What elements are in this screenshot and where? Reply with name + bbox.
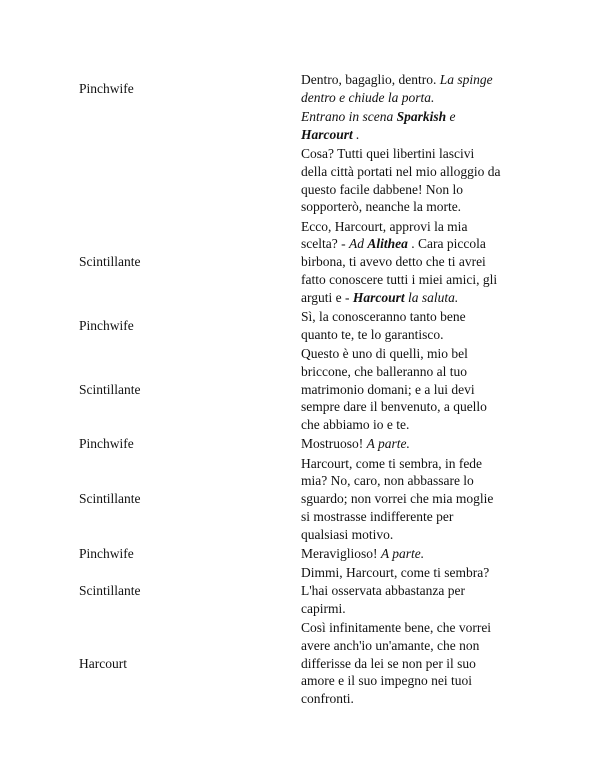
stage-direction: e: [446, 109, 456, 124]
speech-segment: differisse da lei se non per il suo: [301, 655, 476, 671]
speech-segment: briccone, che balleranno al tuo: [301, 363, 468, 379]
speech-segment: Così infinitamente bene, che vorrei: [301, 620, 492, 635]
speech-segment: Ecco, Harcourt, approvi la mia: [301, 218, 468, 234]
speech-text: [301, 345, 526, 434]
dialogue-row: [0, 435, 600, 453]
speech-line: [301, 526, 526, 544]
speech-segment: sguardo; non vorrei che mia moglie: [301, 491, 494, 507]
speaker-name: Pinchwife: [79, 436, 134, 452]
speech-segment: avere anch'io un'amante, che non: [301, 637, 480, 653]
speech-line: [301, 253, 526, 271]
speech-line: [301, 345, 526, 363]
speaker-name: Scintillante: [79, 254, 141, 270]
speech-segment: amore e il suo impegno nei tuoi: [301, 673, 472, 689]
character-name: Sparkish: [396, 109, 447, 124]
speech-line: [301, 564, 526, 582]
speech-text: [301, 455, 526, 544]
character-name: Alithea: [367, 236, 408, 252]
speech-text: [301, 108, 526, 144]
speech-line: [301, 71, 526, 89]
stage-direction: Entrano in scena: [301, 109, 397, 124]
speech-segment: questo facile dabbene! Non lo: [301, 181, 463, 197]
speech-line: [301, 600, 526, 618]
speaker-name: Pinchwife: [79, 317, 134, 333]
dialogue-row: [0, 145, 600, 216]
speech-line: [301, 435, 526, 453]
dialogue-row: [0, 455, 600, 544]
speech-line: [301, 145, 526, 163]
speech-segment: Questo è uno di quelli, mio bel: [301, 346, 468, 361]
speech-line: [301, 472, 526, 490]
speech-segment: confronti.: [301, 691, 354, 707]
speech-line: [301, 381, 526, 399]
speaker-name: Pinchwife: [79, 80, 134, 96]
speech-segment: scelta? -: [301, 236, 349, 252]
dialogue-row: [0, 619, 600, 708]
speech-segment: Cosa? Tutti quei libertini lascivi: [301, 146, 475, 161]
speech-segment: birbona, ti avevo detto che ti avrei: [301, 254, 486, 270]
speech-segment: Sì, la conosceranno tanto bene: [301, 309, 466, 324]
speech-line: [301, 89, 526, 107]
stage-direction: .: [352, 126, 360, 142]
speech-line: [301, 163, 526, 181]
dialogue-row: [0, 545, 600, 563]
speech-segment: . Cara piccola: [407, 236, 486, 252]
speech-line: [301, 271, 526, 289]
stage-direction: la saluta.: [404, 289, 459, 305]
character-name: Harcourt: [301, 126, 353, 142]
speech-line: [301, 416, 526, 434]
speech-line: [301, 235, 526, 253]
speaker-name: Pinchwife: [79, 546, 134, 561]
dialogue-row: [0, 308, 600, 344]
speech-line: [301, 619, 526, 637]
speech-text: [301, 145, 526, 216]
speech-segment: Mostruoso!: [301, 436, 367, 452]
speech-line: [301, 672, 526, 690]
speech-segment: Meraviglioso!: [301, 546, 381, 561]
speech-segment: L'hai osservata abbastanza per: [301, 582, 465, 598]
speech-line: [301, 582, 526, 600]
speech-line: [301, 289, 526, 307]
speech-line: [301, 655, 526, 673]
speech-line: [301, 198, 526, 216]
speech-text: [301, 545, 526, 563]
speech-line: [301, 308, 526, 326]
stage-direction: A parte.: [366, 436, 410, 452]
speech-segment: che abbiamo io e te.: [301, 417, 410, 433]
speech-text: [301, 218, 526, 307]
dialogue-row: [0, 345, 600, 434]
dialogue-row: [0, 108, 600, 144]
speech-line: [301, 181, 526, 199]
speech-segment: della città portati nel mio alloggio da: [301, 163, 501, 179]
stage-direction: La spinge: [439, 72, 493, 87]
speech-segment: matrimonio domani; e a lui devi: [301, 381, 475, 397]
speech-text: [301, 71, 526, 107]
speech-text: [301, 564, 526, 617]
speaker-name: Harcourt: [79, 655, 127, 671]
speech-line: [301, 126, 526, 144]
speech-text: [301, 308, 526, 344]
speech-segment: arguti e -: [301, 289, 353, 305]
stage-direction: dentro e chiude la porta.: [301, 89, 435, 105]
speech-segment: si mostrasse indifferente per: [301, 508, 454, 524]
speech-line: [301, 326, 526, 344]
speech-segment: qualsiasi motivo.: [301, 526, 394, 542]
speech-line: [301, 218, 526, 236]
speech-segment: fatto conoscere tutti i miei amici, gli: [301, 271, 498, 287]
stage-direction: Ad: [348, 236, 368, 252]
speech-line: [301, 363, 526, 381]
speech-segment: sopporterò, neanche la morte.: [301, 199, 462, 215]
stage-direction: A parte.: [380, 546, 425, 561]
speech-text: [301, 435, 526, 453]
speech-line: [301, 108, 526, 126]
speech-segment: Harcourt, come ti sembra, in fede: [301, 455, 483, 471]
dialogue-row: [0, 218, 600, 307]
dialogue-row: [0, 564, 600, 617]
speech-line: [301, 455, 526, 473]
speech-segment: capirmi.: [301, 600, 346, 616]
speech-segment: quanto te, te lo garantisco.: [301, 326, 444, 342]
speaker-name: Scintillante: [79, 381, 141, 397]
character-name: Harcourt: [352, 289, 405, 305]
dialogue-row: [0, 71, 600, 107]
speech-line: [301, 398, 526, 416]
speech-line: [301, 490, 526, 508]
speaker-name: Scintillante: [79, 582, 141, 598]
speech-segment: Dentro, bagaglio, dentro.: [301, 72, 440, 87]
speech-line: [301, 508, 526, 526]
speech-line: [301, 690, 526, 708]
speech-segment: sempre dare il benvenuto, a quello: [301, 399, 487, 415]
speaker-name: Scintillante: [79, 491, 141, 507]
speech-line: [301, 637, 526, 655]
speech-segment: Dimmi, Harcourt, come ti sembra?: [301, 565, 490, 581]
speech-segment: mia? No, caro, non abbassare lo: [301, 473, 474, 489]
speech-text: [301, 619, 526, 708]
speech-line: [301, 545, 526, 563]
